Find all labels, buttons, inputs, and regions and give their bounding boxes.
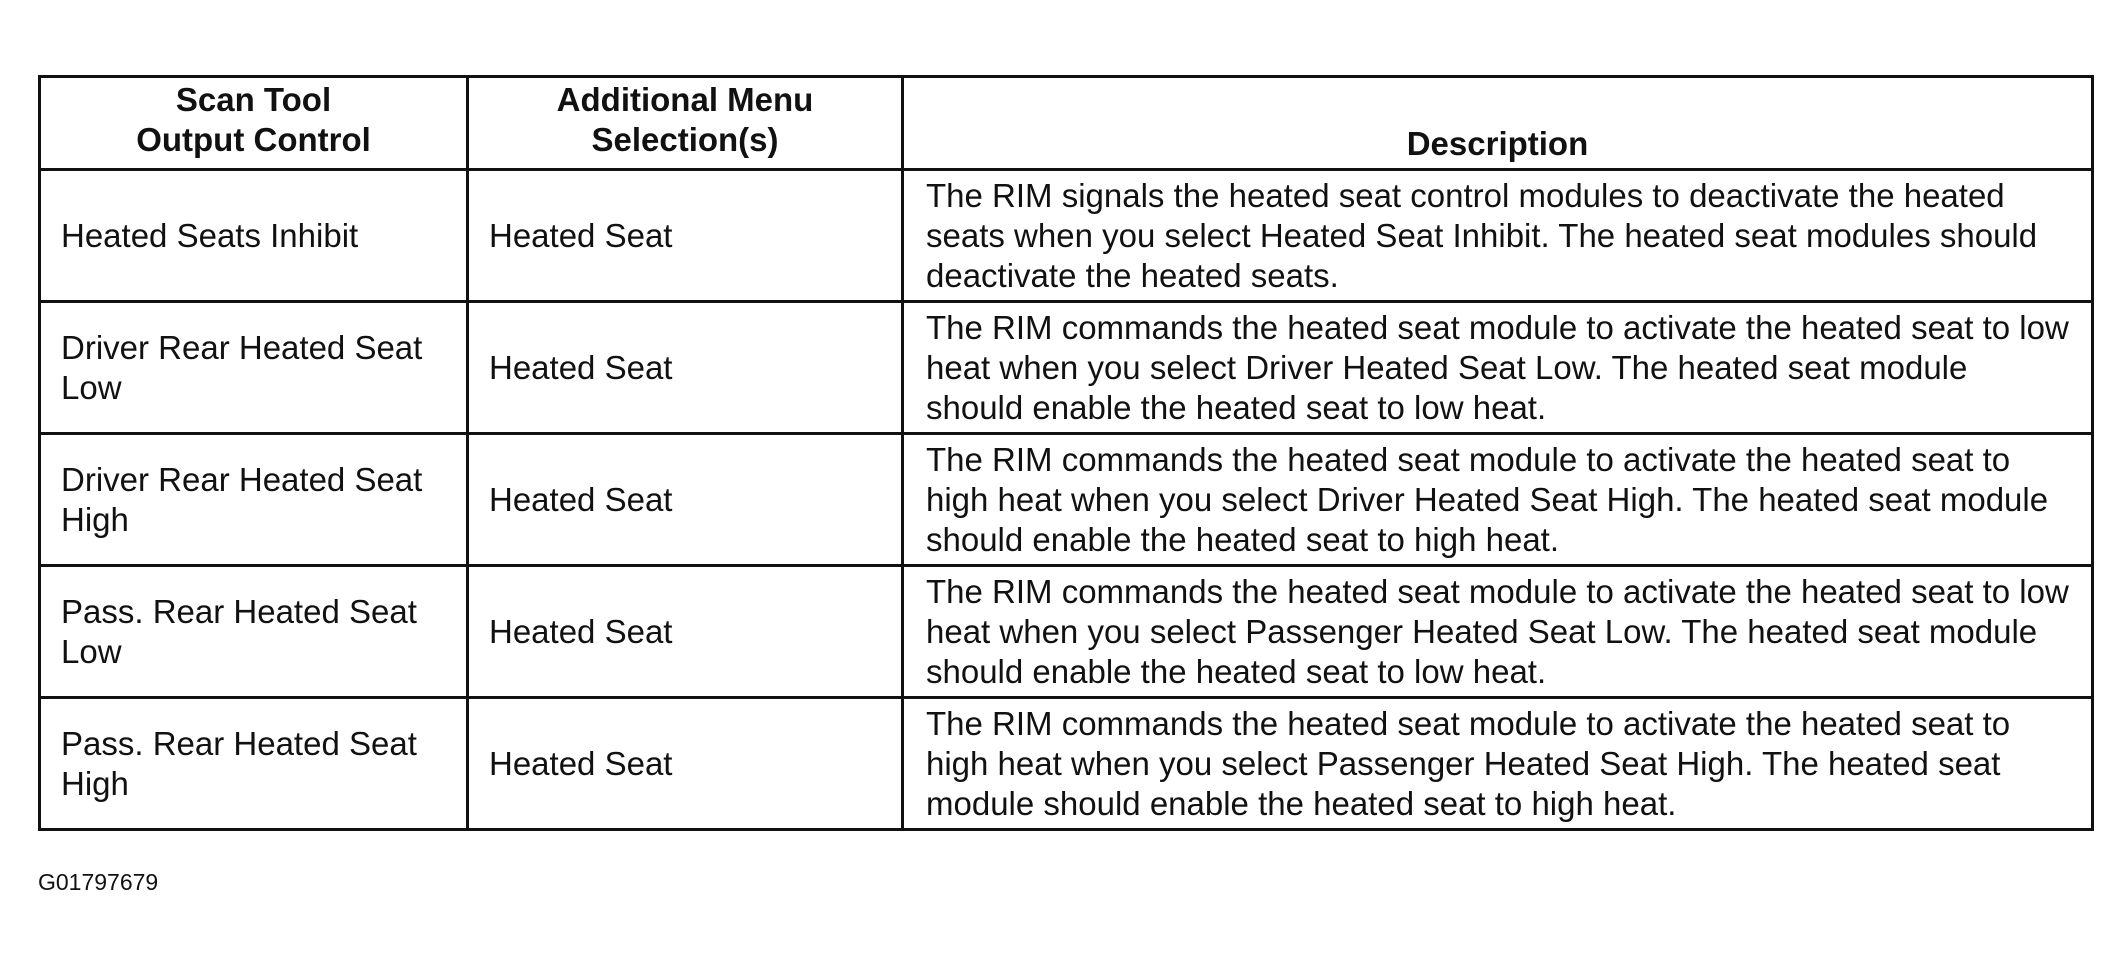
output-control-cell: Driver Rear Heated Seat High	[40, 434, 468, 566]
table-header-row	[40, 77, 2093, 170]
output-control-cell: Heated Seats Inhibit	[40, 170, 468, 302]
menu-selection-cell: Heated Seat	[468, 170, 903, 302]
header-selections-line2: Selection(s)	[591, 121, 779, 158]
table-row	[40, 698, 2093, 830]
table-row	[40, 302, 2093, 434]
figure-id-label: G01797679	[38, 869, 159, 895]
scan-tool-output-control-table-container	[38, 75, 2091, 831]
description-cell: The RIM commands the heated seat module to activate the heated seat to low heat when you select Driver Heated Seat Low. The heated seat module should enable the heated seat to low heat.	[903, 302, 2093, 434]
description-cell: The RIM signals the heated seat control modules to deactivate the heated seats when you select Heated Seat Inhibit. The heated seat modules should deactivate the heated seats.	[903, 170, 2093, 302]
menu-selection-cell: Heated Seat	[468, 302, 903, 434]
header-scan-tool-line1: Scan Tool	[175, 81, 332, 118]
header-output-control-line2: Output Control	[136, 121, 371, 158]
table-row	[40, 566, 2093, 698]
output-control-cell: Driver Rear Heated Seat Low	[40, 302, 468, 434]
output-control-cell: Pass. Rear Heated Seat Low	[40, 566, 468, 698]
description-cell: The RIM commands the heated seat module to activate the heated seat to high heat when you select Passenger Heated Seat High. The heated seat module should enable the heated seat to high heat.	[903, 698, 2093, 830]
menu-selection-cell: Heated Seat	[468, 566, 903, 698]
table-row	[40, 170, 2093, 302]
header-description: Description	[903, 77, 2093, 170]
header-scan-tool-output-control	[40, 77, 468, 170]
description-cell: The RIM commands the heated seat module to activate the heated seat to high heat when you select Driver Heated Seat High. The heated seat module should enable the heated seat to high heat.	[903, 434, 2093, 566]
menu-selection-cell: Heated Seat	[468, 698, 903, 830]
table-row	[40, 434, 2093, 566]
scan-tool-output-control-table	[38, 75, 2094, 831]
menu-selection-cell: Heated Seat	[468, 434, 903, 566]
header-additional-menu-selections	[468, 77, 903, 170]
header-additional-menu-line1: Additional Menu	[556, 81, 814, 118]
output-control-cell: Pass. Rear Heated Seat High	[40, 698, 468, 830]
description-cell: The RIM commands the heated seat module to activate the heated seat to low heat when you select Passenger Heated Seat Low. The heated seat module should enable the heated seat to low heat.	[903, 566, 2093, 698]
